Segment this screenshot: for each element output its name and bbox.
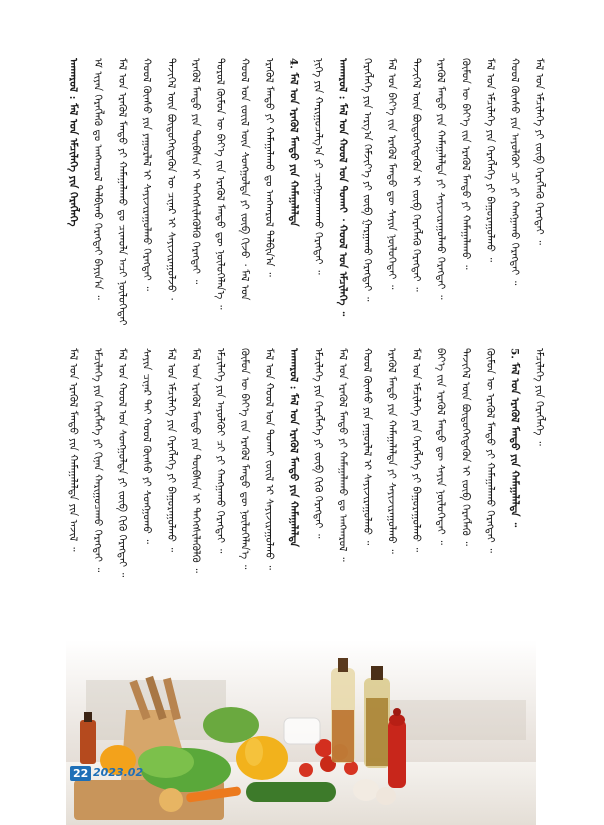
text-line: ᠮᠠᠯ ᠤᠨ ᠡᠷᠡᠭᠦᠯ ᠮᠡᠨᠳᠦ ᠶᠢ ᠬᠠᠮᠠᠭᠠᠯᠠᠬᠤ ᠳᠤ ᠠᠩᠬᠠᠷᠤᠯ ᠃ — [336, 348, 349, 562]
text-line: ᠮᠠᠯ ᠤᠨ ᠬᠣᠣᠯ ᠤᠨ ᠲᠤᠬᠠᠢ ᠵᠦᠢᠯ ᠢ ᠰᠠᠶᠢᠵᠢᠷᠠᠭᠤᠯᠬᠤ ᠃ — [263, 348, 276, 570]
text-line: ᠬᠣᠣᠯ ᠤᠨ ᠵᠦᠢᠯ ᠦᠨ ᠰᠣᠩᠭᠣᠯᠲᠠ ᠶᠢ ᠵᠦᠪ ᠬᠢᠵᠦ ᠂ ᠮᠠᠯ ᠤᠨ — [238, 58, 251, 301]
text-line: ᠲᠡᠵᠢᠭᠡᠯ ᠦᠨ ᠪᠦᠲᠦᠭᠡᠭᠳᠡᠬᠦᠨ ᠢ ᠵᠦᠪ ᠬᠡᠷᠡᠭᠯᠡᠬᠦ ᠃ — [459, 348, 472, 546]
text-line: ᠡᠮ ᠢᠶᠡᠨ ᠬᠡᠷᠡᠭᠯᠡᠬᠦ ᠳᠤ ᠠᠩᠬᠠᠷᠤᠯ ᠲᠠᠯᠪᠢᠬᠤ ᠬᠡᠷᠡᠭᠲᠡᠢ ᠪᠠᠶᠢᠨ᠎ᠠ ᠃ — [91, 58, 104, 300]
text-line: ᠮᠠᠯ ᠤᠨ ᠡᠷᠡᠭᠦᠯ ᠮᠡᠨᠳᠦ ᠶᠢᠨ ᠬᠠᠮᠠᠭᠠᠯᠠᠯᠲᠠ ᠶᠢᠨ ᠠᠵᠢᠯ ᠃ — [67, 348, 79, 552]
text-line: ᠬᠦᠮᠦᠨ ᠦ ᠪᠡᠶ᠎ᠡ ᠵᠢᠨ ᠡᠷᠡᠭᠦᠯ ᠮᠡᠨᠳᠦ ᠶᠢ ᠬᠠᠮᠠᠭᠠᠯᠠᠬᠤ ᠃ — [459, 58, 472, 270]
text-line: ᠡᠷᠡᠭᠦᠯ ᠮᠡᠨᠳᠦ ᠶᠢ ᠬᠠᠮᠠᠭᠠᠯᠠᠬᠤ ᠳᠤ ᠠᠩᠬᠠᠷᠤᠯ ᠲᠠᠯᠪᠢᠨ᠎ᠠ ᠃ — [263, 58, 276, 277]
text-line: ᠲᠡᠵᠢᠭᠡᠯ ᠦᠨ ᠪᠦᠲᠦᠭᠡᠭᠳᠡᠬᠦᠨ ᠦ ᠴᠢᠨᠠᠷ ᠢ ᠰᠠᠶᠢᠵᠢᠷᠠᠭᠤᠯᠵᠤ ᠂ — [165, 58, 178, 300]
text-line: ᠡᠷᠡᠭᠦᠯ ᠮᠡᠨᠳᠦ ᠶᠢᠨ ᠲᠦᠪᠰᠢᠨ ᠢ ᠳᠡᠭᠡᠭᠰᠢᠯᠡᠭᠦᠯᠬᠦ ᠬᠡᠷᠡᠭᠲᠡᠢ ᠃ — [189, 58, 202, 285]
text-line: ᠡᠮᠴᠢᠯᠡᠭᠡ ᠶᠢᠨ ᠬᠡᠷᠡᠭᠯᠡᠭᠡ ᠃ — [532, 348, 545, 446]
text-line: ᠮᠠᠯ ᠤᠨ ᠡᠮᠴᠢᠯᠡᠭᠡ ᠶᠢᠨ ᠬᠡᠷᠡᠭᠯᠡᠭᠡ ᠶᠢ ᠪᠠᠭᠤᠷᠠᠭᠤᠯᠬᠤ ᠃ — [410, 348, 423, 553]
text-line: ᠡᠷᠡᠭᠦᠯ ᠮᠡᠨᠳᠦ ᠶᠢᠨ ᠬᠠᠮᠠᠭᠠᠯᠠᠯᠲᠠ ᠶᠢ ᠰᠠᠶᠢᠵᠢᠷᠠᠭᠤᠯᠬᠤ ᠬᠡᠷᠡᠭᠲᠡᠢ ᠃ — [434, 58, 447, 300]
text-line: 4. ᠮᠠᠯ ᠤᠨ ᠡᠷᠡᠭᠦᠯ ᠮᠡᠨᠳᠦ ᠶᠢᠨ ᠬᠠᠮᠠᠭᠠᠯᠠᠯᠲᠠ — [287, 58, 300, 227]
article-body — [66, 58, 546, 618]
text-line: ᠮᠠᠯ ᠤᠨ ᠡᠷᠡᠭᠦᠯ ᠮᠡᠨᠳᠦ ᠶᠢ ᠬᠠᠮᠠᠭᠠᠯᠠᠬᠤ ᠳᠤ ᠴᠢᠬᠤᠯᠠ ᠠᠴᠢ ᠨᠦᠯᠦᠭᠡᠲᠡᠢ — [116, 58, 129, 326]
lower-text-block — [66, 348, 546, 618]
text-line: ᠮᠠᠯ ᠤᠨ ᠬᠣᠣᠯ ᠤᠨ ᠰᠣᠩᠭᠣᠯᠲᠠ ᠶᠢ ᠵᠦᠪ ᠬᠢᠬᠦ ᠬᠡᠷᠡᠭᠲᠡᠢ ᠃ — [116, 348, 129, 578]
text-line: ᠬᠦᠮᠦᠨ ᠦ ᠪᠡᠶ᠎ᠡ ᠵᠢᠨ ᠡᠷᠡᠭᠦᠯ ᠮᠡᠨᠳᠦ ᠳᠦ ᠨᠦᠯᠦᠭᠡᠯᠡᠨ᠎ᠡ ᠃ — [238, 348, 251, 570]
text-line: ᠬᠣᠣᠯ ᠬᠦᠨᠰᠦ ᠶᠢᠨ ᠠᠶᠤᠯᠭᠦᠢ ᠴᠢ ᠶᠢ ᠬᠠᠩᠭᠠᠬᠤ ᠬᠡᠷᠡᠭᠲᠡᠢ ᠃ — [508, 58, 521, 286]
issue-number: 2023.02 — [93, 766, 144, 779]
text-line: ᠠᠨᠬᠠᠷᠤᠯ : ᠮᠠᠯ ᠤᠨ ᠬᠣᠣᠯ ᠤᠨ ᠲᠤᠬᠠᠢ ᠂ ᠬᠣᠣᠯ ᠤᠨ ᠡᠮᠴᠢᠯᠡᠭᠡ ᠃ — [336, 58, 349, 317]
text-line: ᠮᠠᠯ ᠤᠨ ᠡᠷᠡᠭᠦᠯ ᠮᠡᠨᠳᠦ ᠶᠢᠨ ᠲᠦᠪᠰᠢᠨ ᠢ ᠳᠡᠭᠡᠭᠰᠢᠯᠡᠭᠦᠯᠬᠦ ᠃ — [189, 348, 202, 573]
text-line: ᠬᠦᠮᠦᠨ ᠦ ᠡᠷᠡᠭᠦᠯ ᠮᠡᠨᠳᠦ ᠶᠢ ᠬᠠᠮᠠᠭᠠᠯᠠᠬᠤ ᠬᠡᠷᠡᠭᠲᠡᠢ ᠃ — [483, 348, 496, 553]
text-line: ᠨᠢᠭᠡ ᠶᠢᠨ ᠬᠠᠷᠢᠭᠤᠴᠠᠯᠭ᠎ᠠ ᠶᠢ ᠴᠢᠩᠭᠠᠳᠬᠠᠬᠤ ᠬᠡᠷᠡᠭᠲᠡᠢ ᠃ — [312, 58, 325, 275]
text-line: ᠠᠨᠬᠠᠷᠤᠯ : ᠮᠠᠯ ᠤᠨ ᠡᠷᠡᠭᠦᠯ ᠮᠡᠨᠳᠦ ᠶᠢᠨ ᠬᠠᠮᠠᠭᠠᠯᠠᠯᠲᠠ — [287, 348, 300, 548]
page-number: 22 — [70, 766, 91, 781]
text-line: ᠡᠮᠴᠢᠯᠡᠭᠡ ᠶᠢᠨ ᠬᠡᠷᠡᠭᠯᠡᠭᠡ ᠶᠢ ᠵᠦᠪ ᠬᠢᠬᠦ ᠬᠡᠷᠡᠭᠲᠡᠢ ᠃ — [312, 348, 325, 539]
text-line: ᠬᠡᠷᠡᠭᠯᠡᠭᠡ ᠶᠢᠨ ᠠᠷᠭ᠎ᠠ ᠬᠡᠮᠵᠢᠶ᠎ᠡ ᠶᠢ ᠵᠦᠪ ᠭᠠᠷᠭᠠᠬᠤ ᠬᠡᠷᠡᠭᠲᠡᠢ ᠃ — [361, 58, 374, 302]
kitchen-vegetables-photo — [66, 640, 536, 825]
text-line: ᠮᠠᠯ ᠤᠨ ᠡᠮᠴᠢᠯᠡᠭᠡ ᠶᠢᠨ ᠬᠡᠷᠡᠭᠯᠡᠭᠡ ᠶᠢ ᠪᠠᠭᠤᠷᠠᠭᠤᠯᠬᠤ ᠃ — [483, 58, 496, 263]
text-line: ᠮᠠᠯ ᠤᠨ ᠡᠮᠴᠢᠯᠡᠭᠡ ᠶᠢ ᠵᠦᠪ ᠬᠡᠷᠡᠭᠯᠡᠬᠦ ᠬᠡᠷᠡᠭᠲᠡᠢ ᠃ — [532, 58, 545, 245]
text-line: ᠰᠠᠶᠢᠨ ᠴᠢᠨᠠᠷ ᠲᠠᠢ ᠬᠣᠣᠯ ᠬᠦᠨᠰᠦ ᠶᠢ ᠰᠣᠩᠭᠣᠬᠤ ᠃ — [140, 348, 153, 544]
text-line: 5. ᠮᠠᠯ ᠤᠨ ᠡᠷᠡᠭᠦᠯ ᠮᠡᠨᠳᠦ ᠶᠢᠨ ᠬᠠᠮᠠᠭᠠᠯᠠᠯᠲᠠ ᠃ — [508, 348, 521, 528]
text-line: ᠡᠷᠡᠭᠦᠯ ᠮᠡᠨᠳᠦ ᠶᠢᠨ ᠬᠠᠮᠠᠭᠠᠯᠠᠯᠲᠠ ᠶᠢ ᠰᠠᠶᠢᠵᠢᠷᠠᠭᠤᠯᠬᠤ ᠃ — [385, 348, 398, 554]
text-line: ᠠᠨᠬᠠᠷᠤᠯ : ᠮᠠᠯ ᠤᠨ ᠡᠮᠴᠢᠯᠡᠭᠡ ᠶᠢᠨ ᠬᠡᠷᠡᠭᠯᠡᠭᠡ — [67, 58, 79, 227]
text-line: ᠲᠤᠷᠤᠯ ᠬᠦᠮᠦᠨ ᠦ ᠪᠡᠶ᠎ᠡ ᠵᠢᠨ ᠡᠷᠡᠭᠦᠯ ᠮᠡᠨᠳᠦ ᠳᠦ ᠨᠦᠯᠦᠭᠡᠯᠡᠨ᠎ᠡ ᠃ — [214, 58, 227, 310]
text-line: ᠡᠮᠴᠢᠯᠡᠭᠡ ᠶᠢᠨ ᠬᠡᠷᠡᠭᠯᠡᠭᠡ ᠶᠢ ᠬᠢᠨᠠᠨ ᠬᠠᠷᠢᠭᠤᠴᠠᠬᠤ ᠬᠡᠷᠡᠭᠲᠡᠢ ᠃ — [91, 348, 104, 573]
text-line: ᠮᠠᠯ ᠤᠨ ᠡᠮᠴᠢᠯᠡᠭᠡ ᠶᠢᠨ ᠬᠡᠷᠡᠭᠯᠡᠭᠡ ᠶᠢ ᠪᠠᠭᠤᠷᠠᠭᠤᠯᠬᠤ ᠃ — [165, 348, 178, 553]
text-line: ᠬᠣᠣᠯ ᠬᠦᠨᠰᠦ ᠶᠢᠨ ᠶᠠᠭᠤᠷᠯᠠᠯ ᠢ ᠰᠠᠶᠢᠵᠢᠷᠠᠭᠤᠯᠬᠤ ᠃ — [361, 348, 374, 546]
text-line: ᠡᠮᠴᠢᠯᠡᠭᠡ ᠶᠢᠨ ᠠᠶᠤᠯᠭᠦᠢ ᠴᠢ ᠶᠢ ᠬᠠᠩᠭᠠᠬᠤ ᠬᠡᠷᠡᠭᠲᠡᠢ ᠃ — [214, 348, 227, 554]
text-line: ᠬᠣᠣᠯ ᠬᠦᠨᠰᠦ ᠶᠢᠨ ᠶᠠᠭᠤᠷᠯᠠᠯ ᠢ ᠰᠠᠶᠢᠵᠢᠷᠠᠭᠤᠯᠬᠤ ᠬᠡᠷᠡᠭᠲᠡᠢ ᠃ — [140, 58, 153, 291]
text-line: ᠪᠡᠶ᠎ᠡ ᠵᠢᠨ ᠡᠷᠡᠭᠦᠯ ᠮᠡᠨᠳᠦ ᠳᠦ ᠰᠠᠶᠢᠨ ᠨᠦᠯᠦᠭᠡᠲᠡᠢ ᠃ — [434, 348, 447, 545]
upper-text-block — [66, 58, 546, 338]
text-line: ᠮᠠᠯ ᠤᠨ ᠪᠡᠶ᠎ᠡ ᠵᠢᠨ ᠡᠷᠡᠭᠦᠯ ᠮᠡᠨᠳᠦ ᠳᠦ ᠰᠠᠶᠢᠨ ᠨᠦᠯᠦᠭᠡᠲᠡᠢ ᠃ — [385, 58, 398, 290]
text-line: ᠲᠡᠵᠢᠭᠡᠯ ᠦᠨ ᠪᠦᠲᠦᠭᠡᠭᠳᠡᠬᠦᠨ ᠢ ᠵᠦᠪ ᠬᠡᠷᠡᠭᠯᠡᠬᠦ ᠬᠡᠷᠡᠭᠲᠡᠢ ᠃ — [410, 58, 423, 292]
